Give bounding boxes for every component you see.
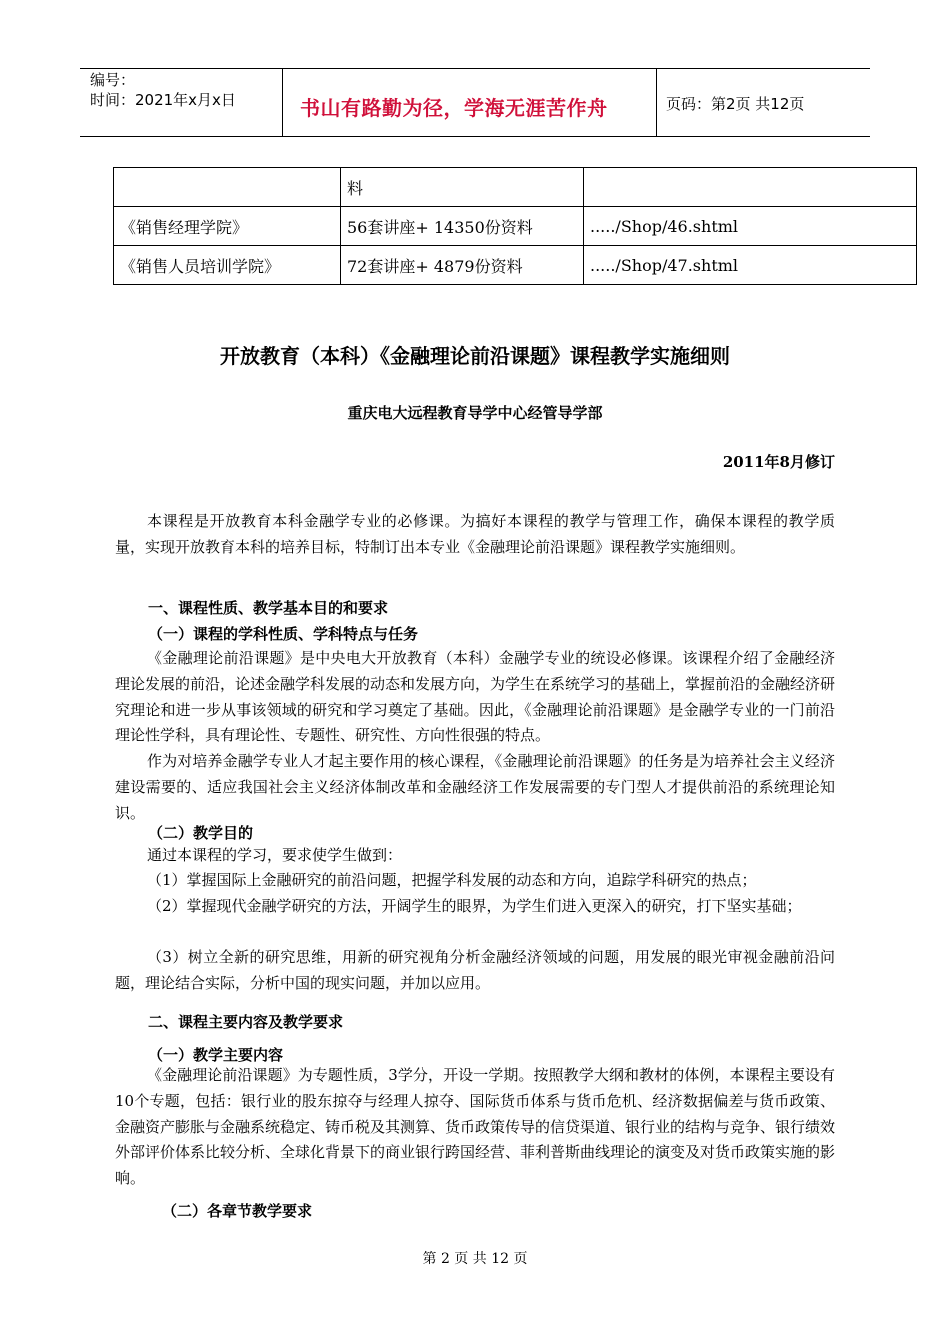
header-number-label: 编号： xyxy=(90,71,136,89)
header-page-info: 页码：第2页 共12页 xyxy=(666,95,805,113)
table-cell xyxy=(584,168,917,207)
table-row xyxy=(114,207,917,246)
revision-date: 2011年8月修订 xyxy=(722,453,835,471)
table-row xyxy=(114,168,917,207)
page-footer: 第 2 页 共 12 页 xyxy=(422,1251,528,1267)
table-cell: 56套讲座+ 14350份资料 xyxy=(341,207,584,246)
paragraph: 《金融理论前沿课题》是中央电大开放教育（本科）金融学专业的统设必修课。该课程介绍了金融经济理论发展的前沿，论述金融学科发展的动态和发展方向，为学生在系统学习的基础上，掌握前沿的金融经济研究理论和进一步从事该领域的研究和学习奠定了基础。因此，《金融理论前沿课题》是金融学专业的一门前沿理论性学科，具有理论性、专题性、研究性、方向性很强的特点。 xyxy=(115,649,836,745)
header-top-rule xyxy=(80,68,870,69)
table-cell: 料 xyxy=(341,168,584,207)
paragraph: 通过本课程的学习，要求使学生做到： xyxy=(147,846,403,864)
table-cell: 《销售人员培训学院》 xyxy=(114,246,341,285)
header-divider-right xyxy=(656,68,657,136)
header-bottom-rule xyxy=(80,136,870,137)
table-cell: 《销售经理学院》 xyxy=(114,207,341,246)
section-heading: 二、课程主要内容及教学要求 xyxy=(148,1013,344,1031)
paragraph: 作为对培养金融学专业人才起主要作用的核心课程，《金融理论前沿课题》的任务是为培养社会主义经济建设需要的、适应我国社会主义经济体制改革和金融经济工作发展需要的专门型人才提供前沿的系统理论知识。 xyxy=(115,752,835,822)
header-motto: 书山有路勤为径，学海无涯苦作舟 xyxy=(300,96,608,120)
subsection-heading: （二）各章节教学要求 xyxy=(162,1202,313,1220)
table-cell: ...../Shop/47.shtml xyxy=(584,246,917,285)
resource-table xyxy=(113,167,917,285)
subsection-heading: （一）课程的学科性质、学科特点与任务 xyxy=(148,625,419,643)
list-item: （1）掌握国际上金融研究的前沿问题，把握学科发展的动态和方向，追踪学科研究的热点； xyxy=(147,871,757,889)
table-cell: ...../Shop/46.shtml xyxy=(584,207,917,246)
header-date: 时间：2021年x月x日 xyxy=(90,91,236,109)
list-item: （3）树立全新的研究思维，用新的研究视角分析金融经济领域的问题，用发展的眼光审视金融前沿问题，理论结合实际，分析中国的现实问题，并加以应用。 xyxy=(115,948,835,992)
intro-paragraph: 本课程是开放教育本科金融学专业的必修课。为搞好本课程的教学与管理工作，确保本课程的教学质量，实现开放教育本科的培养目标，特制订出本专业《金融理论前沿课题》课程教学实施细则。 xyxy=(115,512,835,556)
subsection-heading: （一）教学主要内容 xyxy=(148,1046,284,1064)
table-cell xyxy=(114,168,341,207)
document-title: 开放教育（本科）《金融理论前沿课题》课程教学实施细则 xyxy=(220,344,730,368)
table-row xyxy=(114,246,917,285)
header-divider-left xyxy=(282,68,283,136)
section-heading: 一、课程性质、教学基本目的和要求 xyxy=(148,599,389,617)
paragraph: 《金融理论前沿课题》为专题性质，3学分，开设一学期。按照教学大纲和教材的体例，本课程主要设有10个专题，包括：银行业的股东掠夺与经理人掠夺、国际货币体系与货币危机、经济数据偏差与货币政策、金融资产膨胀与金融系统稳定、铸币税及其测算、货币政策传导的信贷渠道、银行业的结构与竞争、银行绩效外部评价体系比较分析、全球化背景下的商业银行跨国经营、菲利普斯曲线理论的演变及对货币政策实施的影响。 xyxy=(115,1066,836,1188)
document-organization: 重庆电大远程教育导学中心经管导学部 xyxy=(347,404,603,422)
list-item: （2）掌握现代金融学研究的方法，开阔学生的眼界，为学生们进入更深入的研究，打下坚实基础； xyxy=(147,897,802,915)
table-cell: 72套讲座+ 4879份资料 xyxy=(341,246,584,285)
subsection-heading: （二）教学目的 xyxy=(148,824,254,842)
